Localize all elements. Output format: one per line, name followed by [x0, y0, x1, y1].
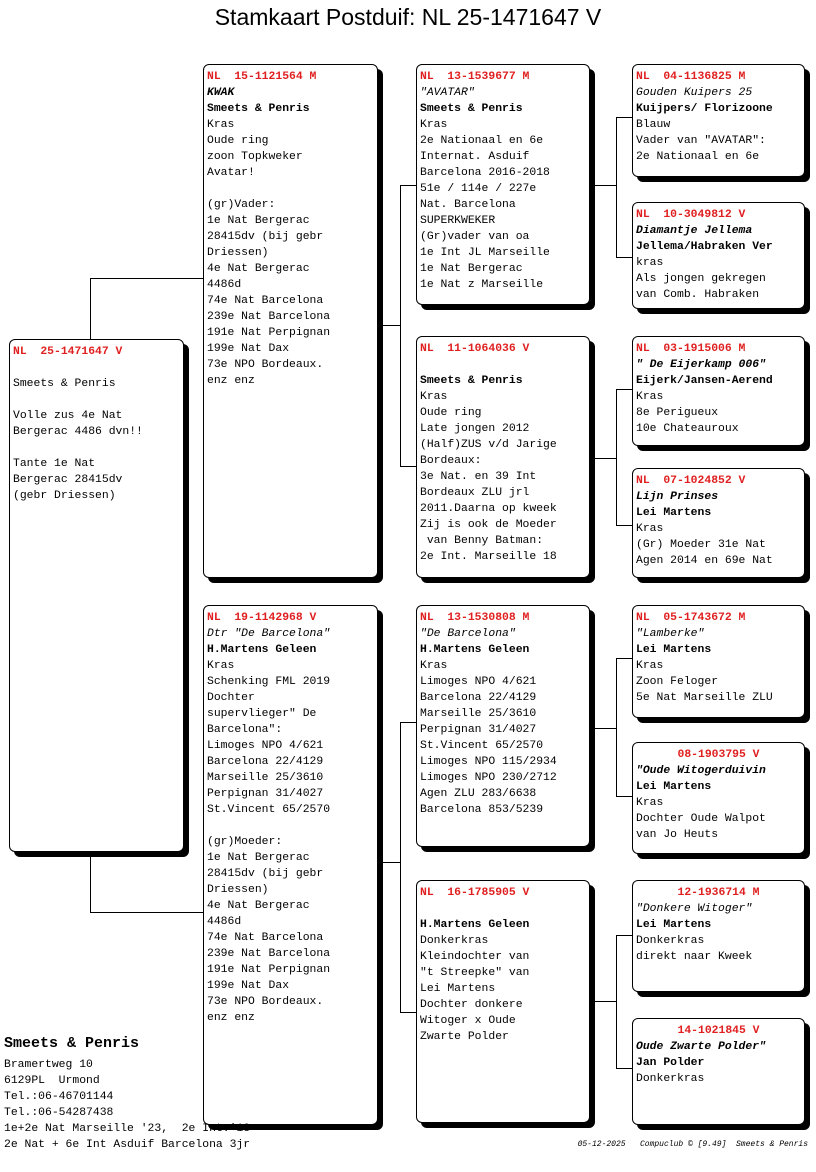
ring-number: NL 07-1024852 V [636, 475, 746, 487]
card-line: Donkerkras [636, 1073, 705, 1085]
owner-name: H.Martens Geleen [420, 919, 530, 931]
card-line: 191e Nat Perpignan [207, 964, 331, 976]
card-line: 1e Nat Bergerac [420, 263, 523, 275]
card-line: Bordeaux ZLU jrl [420, 487, 530, 499]
card-line: 2e Nationaal en 6e [420, 135, 544, 147]
card-line: Schenking FML 2019 [207, 676, 331, 688]
card-line: 1e Nat Bergerac [207, 852, 310, 864]
connector [616, 1068, 633, 1069]
owner-name: Jan Polder [636, 1057, 705, 1069]
connector [378, 325, 400, 326]
pigeon-name: "Lamberke" [636, 628, 705, 640]
card-line: van Benny Batman: [420, 535, 544, 547]
card-line: Zoon Feloger [636, 676, 719, 688]
card-line: 239e Nat Barcelona [207, 311, 331, 323]
pigeon-name: "AVATAR" [420, 87, 475, 99]
connector [616, 389, 633, 390]
connector [616, 658, 617, 796]
card-line: 199e Nat Dax [207, 980, 290, 992]
connector [90, 912, 204, 913]
card-line: 10e Chateauroux [636, 423, 739, 435]
card-line: Oude ring [420, 407, 482, 419]
ring-number: NL 15-1121564 M [207, 71, 317, 83]
card-line: Kras [636, 391, 664, 403]
card-lines [636, 1071, 801, 1087]
card-line: direkt naar Kweek [636, 951, 753, 963]
breeder-name: Smeets & Penris [4, 1035, 140, 1052]
ring-number: 08-1903795 V [677, 749, 760, 761]
pigeon-name: Diamantje Jellema [636, 225, 753, 237]
card-line: Avatar! [207, 167, 255, 179]
card-line: Limoges NPO 4/621 [420, 676, 537, 688]
connector [400, 722, 401, 1012]
connector [616, 796, 633, 797]
pigeon-name: "De Barcelona" [420, 628, 516, 640]
ring-number: NL 13-1539677 M [420, 71, 530, 83]
pigeon-card-mff[interactable] [632, 605, 805, 718]
card-line: Marseille 25/3610 [420, 708, 537, 720]
card-line: Donkerkras [636, 935, 705, 947]
card-line: Bergerac 4486 dvn!! [13, 426, 143, 438]
print-stamp: 05-12-2025 Compuclub © [9.49] Smeets & Penris [577, 1140, 808, 1149]
ring-number: NL 03-1915006 M [636, 343, 746, 355]
card-line [13, 392, 180, 408]
ring-number: NL 11-1064036 V [420, 343, 530, 355]
connector [616, 935, 617, 1068]
card-line [13, 360, 180, 376]
card-line: St.Vincent 65/2570 [207, 804, 331, 816]
card-line: Tante 1e Nat [13, 458, 96, 470]
card-line: 8e Perigueux [636, 407, 719, 419]
card-line: 28415dv (bij gebr [207, 231, 324, 243]
card-line: 73e NPO Bordeaux. [207, 359, 324, 371]
card-line: 4486d [207, 916, 242, 928]
card-line: Nat. Barcelona [420, 199, 516, 211]
pigeon-card-mm[interactable] [416, 880, 590, 1123]
card-line: Volle zus 4e Nat [13, 410, 123, 422]
card-line: Kras [207, 660, 235, 672]
connector [378, 862, 400, 863]
card-line: (gebr Driessen) [13, 490, 116, 502]
pigeon-name: Oude Zwarte Polder" [636, 1041, 766, 1053]
connector [616, 117, 633, 118]
connector [616, 117, 617, 257]
card-line: St.Vincent 65/2570 [420, 740, 544, 752]
card-line: (Half)ZUS v/d Jarige [420, 439, 557, 451]
card-line: 73e NPO Bordeaux. [207, 996, 324, 1008]
card-lines [207, 117, 374, 389]
card-line: Blauw [636, 119, 671, 131]
ring-number: 12-1936714 M [677, 887, 760, 899]
card-line: Driessen) [207, 247, 269, 259]
card-line: 4486d [207, 279, 242, 291]
owner-name: Eijerk/Jansen-Aerend [636, 375, 773, 387]
card-line: 74e Nat Barcelona [207, 295, 324, 307]
card-line: Kras [636, 797, 664, 809]
pigeon-card-mmm[interactable] [632, 1018, 805, 1125]
card-line [207, 181, 374, 197]
connector [590, 185, 616, 186]
owner-name: H.Martens Geleen [420, 644, 530, 656]
card-line: Barcelona 853/5239 [420, 804, 544, 816]
card-line: Bramertweg 10 [4, 1059, 93, 1071]
card-line: (Gr) Moeder 31e Nat [636, 539, 766, 551]
card-line: Witoger x Oude [420, 1015, 516, 1027]
pigeon-card-father[interactable] [203, 64, 378, 578]
pigeon-name: Lijn Prinses [636, 491, 719, 503]
connector [90, 278, 204, 279]
pigeon-card-mfm[interactable] [632, 742, 805, 854]
ring-number: 14-1021845 V [677, 1025, 760, 1037]
card-line: 4e Nat Bergerac [207, 263, 310, 275]
card-line: Agen 2014 en 69e Nat [636, 555, 773, 567]
card-line: 28415dv (bij gebr [207, 868, 324, 880]
card-line: Marseille 25/3610 [207, 772, 324, 784]
card-line: Zij is ook de Moeder [420, 519, 557, 531]
connector [90, 852, 91, 912]
card-line: 2e Int. Marseille 18 [420, 551, 557, 563]
card-line: Internat. Asduif [420, 151, 530, 163]
connector [590, 728, 616, 729]
owner-name: Lei Martens [636, 644, 712, 656]
card-line: Bergerac 28415dv [13, 474, 123, 486]
card-line: 4e Nat Bergerac [207, 900, 310, 912]
card-line: (Gr)vader van oa [420, 231, 530, 243]
card-line: 2e Nationaal en 6e [636, 151, 760, 163]
pigeon-card-mmf[interactable] [632, 880, 805, 992]
owner-name: Lei Martens [636, 919, 712, 931]
card-line: 1e Nat z Marseille [420, 279, 544, 291]
card-lines [420, 117, 586, 293]
card-line: 5e Nat Marseille ZLU [636, 692, 773, 704]
card-line: 3e Nat. en 39 Int [420, 471, 537, 483]
connector [616, 935, 633, 936]
card-line: enz enz [207, 375, 255, 387]
card-line: Kras [420, 391, 448, 403]
card-line: Tel.:06-46701144 [4, 1091, 114, 1103]
card-line: (gr)Moeder: [207, 836, 283, 848]
card-line: 1e Nat Bergerac [207, 215, 310, 227]
card-lines [420, 658, 586, 818]
card-line: Late jongen 2012 [420, 423, 530, 435]
pigeon-card-fm[interactable] [416, 336, 590, 578]
card-line: Limoges NPO 4/621 [207, 740, 324, 752]
ring-number: NL 16-1785905 V [420, 887, 530, 899]
card-line: Bordeaux: [420, 455, 482, 467]
pigeon-card-fff[interactable] [632, 64, 805, 177]
pigeon-card-ff[interactable] [416, 64, 590, 305]
owner-name: Jellema/Habraken Ver [636, 241, 773, 253]
card-line: zoon Topkweker [207, 151, 303, 163]
breeder-info [4, 1034, 250, 1153]
pigeon-name: " De Eijerkamp 006" [636, 359, 766, 371]
card-line: Kras [420, 660, 448, 672]
card-lines [636, 117, 801, 165]
ring-number: NL 04-1136825 M [636, 71, 746, 83]
card-line: Lei Martens [420, 983, 496, 995]
pigeon-name [420, 901, 586, 917]
card-line: van Comb. Habraken [636, 289, 760, 301]
card-line: Agen ZLU 283/6638 [420, 788, 537, 800]
card-lines [636, 795, 801, 843]
connector [400, 722, 417, 723]
card-line: 1e Int JL Marseille [420, 247, 550, 259]
pigeon-card-ffm[interactable] [632, 202, 805, 309]
card-line: 199e Nat Dax [207, 343, 290, 355]
card-lines [636, 521, 801, 569]
owner-name: Smeets & Penris [420, 375, 523, 387]
card-line: Perpignan 31/4027 [207, 788, 324, 800]
connector [400, 1012, 417, 1013]
pigeon-name [420, 357, 586, 373]
card-line: Als jongen gekregen [636, 273, 766, 285]
connector [400, 466, 417, 467]
card-line: enz enz [207, 1012, 255, 1024]
pigeon-card-mf[interactable] [416, 605, 590, 847]
breeder-lines [4, 1057, 250, 1153]
connector [400, 185, 401, 466]
card-line [13, 440, 180, 456]
card-line: Kleindochter van [420, 951, 530, 963]
pigeon-name: KWAK [207, 87, 235, 99]
card-line: (gr)Vader: [207, 199, 276, 211]
card-line: Donkerkras [420, 935, 489, 947]
card-line: 6129PL Urmond [4, 1075, 100, 1087]
card-line [207, 818, 374, 834]
card-line: Dochter [207, 692, 255, 704]
owner-name: Smeets & Penris [207, 103, 310, 115]
pigeon-name: "Donkere Witoger" [636, 903, 753, 915]
card-lines [636, 389, 801, 437]
card-line: Oude ring [207, 135, 269, 147]
connector [616, 389, 617, 525]
pigeon-name: Gouden Kuipers 25 [636, 87, 753, 99]
pigeon-card-fmf[interactable] [632, 336, 805, 446]
card-line: Vader van "AVATAR": [636, 135, 766, 147]
pigeon-name: "Oude Witogerduivin [636, 765, 766, 777]
ring-number: NL 19-1142968 V [207, 612, 317, 624]
connector [616, 525, 633, 526]
card-lines [636, 933, 801, 965]
card-line: Kras [420, 119, 448, 131]
card-lines [636, 658, 801, 706]
ring-number: NL 05-1743672 M [636, 612, 746, 624]
card-line: Limoges NPO 230/2712 [420, 772, 557, 784]
card-lines [636, 255, 801, 303]
card-line: 2011.Daarna op kweek [420, 503, 557, 515]
card-line: SUPERKWEKER [420, 215, 496, 227]
connector [616, 658, 633, 659]
page-title: Stamkaart Postduif: NL 25-1471647 V [214, 4, 602, 30]
pigeon-name: Dtr "De Barcelona" [207, 628, 331, 640]
owner-name: Lei Martens [636, 507, 712, 519]
card-line: Dochter Oude Walpot [636, 813, 766, 825]
card-lines [207, 658, 374, 1026]
pigeon-card-fmm[interactable] [632, 468, 805, 578]
owner-name: Smeets & Penris [420, 103, 523, 115]
card-line: 1e+2e Nat Marseille '23, 2e Int.'18 [4, 1123, 251, 1135]
card-line: Zwarte Polder [420, 1031, 509, 1043]
card-lines [420, 933, 586, 1045]
card-line: Barcelona 22/4129 [207, 756, 324, 768]
connector [590, 1001, 616, 1002]
card-line: 74e Nat Barcelona [207, 932, 324, 944]
owner-name: Lei Martens [636, 781, 712, 793]
card-line: 2e Nat + 6e Int Asduif Barcelona 3jr [4, 1139, 251, 1151]
card-line: van Jo Heuts [636, 829, 719, 841]
connector [90, 278, 91, 340]
card-line: Barcelona 22/4129 [420, 692, 537, 704]
owner-name: H.Martens Geleen [207, 644, 317, 656]
ring-number: NL 10-3049812 V [636, 209, 746, 221]
pigeon-card-subject[interactable] [9, 339, 184, 852]
card-line: Tel.:06-54287438 [4, 1107, 114, 1119]
card-line: 239e Nat Barcelona [207, 948, 331, 960]
card-line: Kras [207, 119, 235, 131]
card-line: "t Streepke" van [420, 967, 530, 979]
card-line: Kras [636, 660, 664, 672]
card-line: Perpignan 31/4027 [420, 724, 537, 736]
owner-name: Kuijpers/ Florizoone [636, 103, 773, 115]
ring-number: NL 13-1530808 M [420, 612, 530, 624]
card-line: Barcelona 2016-2018 [420, 167, 550, 179]
connector [616, 257, 633, 258]
card-line: Driessen) [207, 884, 269, 896]
card-line: supervlieger" De [207, 708, 317, 720]
card-line: Smeets & Penris [13, 378, 116, 390]
card-lines [420, 389, 586, 565]
card-line: 191e Nat Perpignan [207, 327, 331, 339]
connector [400, 185, 417, 186]
card-line: kras [636, 257, 664, 269]
card-line: 51e / 114e / 227e [420, 183, 537, 195]
card-line: Kras [636, 523, 664, 535]
card-lines [13, 360, 180, 504]
card-line: Barcelona": [207, 724, 283, 736]
card-line: Limoges NPO 115/2934 [420, 756, 557, 768]
ring-number: NL 25-1471647 V [13, 346, 123, 358]
connector [590, 458, 616, 459]
card-line: Dochter donkere [420, 999, 523, 1011]
